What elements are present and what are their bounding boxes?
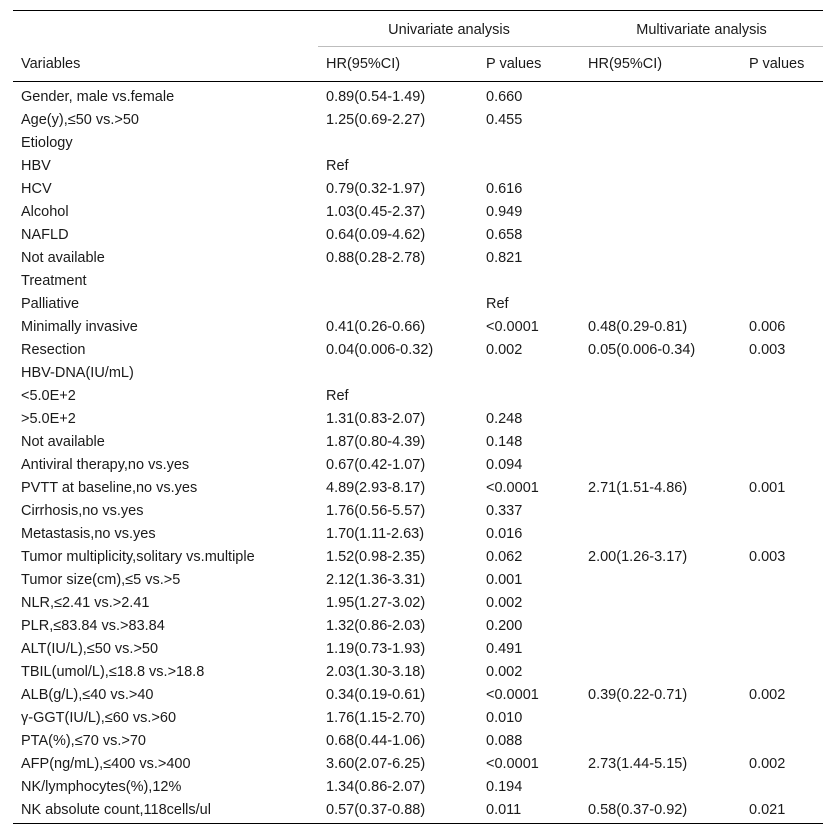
cell-hr-univariate: [318, 131, 478, 154]
cell-hr-multivariate: 0.58(0.37-0.92): [588, 801, 688, 818]
cell-hr-univariate: [318, 292, 478, 315]
cell-hr-multivariate: [580, 177, 741, 200]
cell-variable: Age(y),≤50 vs.>50: [21, 111, 139, 128]
cell-p-univariate: 0.062: [486, 548, 523, 565]
table-row: [13, 131, 823, 154]
cell-p-multivariate: 0.003: [749, 548, 786, 565]
cell-p-multivariate: [741, 384, 823, 407]
table-row: [13, 430, 823, 453]
cell-hr-univariate: 0.04(0.006-0.32): [326, 341, 434, 358]
cell-hr-multivariate: [580, 430, 741, 453]
header-p-univariate: P values: [478, 47, 580, 82]
cell-p-univariate: 0.658: [486, 226, 523, 243]
cell-p-multivariate: 0.002: [749, 686, 786, 703]
cell-hr-multivariate: [580, 706, 741, 729]
cell-p-multivariate: [741, 292, 823, 315]
cell-hr-univariate: Ref: [326, 387, 349, 404]
cell-variable: Gender, male vs.female: [21, 88, 175, 105]
cell-p-univariate: 0.616: [486, 180, 523, 197]
cell-p-multivariate: [741, 522, 823, 545]
cell-p-multivariate: [741, 131, 823, 154]
cell-p-univariate: 0.094: [486, 456, 523, 473]
table-body: [13, 82, 823, 824]
cell-hr-univariate: [318, 361, 478, 384]
table-row: [13, 223, 823, 246]
table-row: [13, 338, 823, 361]
results-table-container: [13, 10, 823, 824]
cell-p-univariate: 0.002: [486, 663, 523, 680]
cell-variable: Not available: [21, 433, 105, 450]
cell-p-univariate: 0.337: [486, 502, 523, 519]
cell-variable: Antiviral therapy,no vs.yes: [21, 456, 190, 473]
cell-p-univariate: 0.088: [486, 732, 523, 749]
cell-p-multivariate: 0.001: [749, 479, 786, 496]
cell-hr-multivariate: 2.73(1.44-5.15): [588, 755, 688, 772]
table-row: [13, 545, 823, 568]
cell-p-univariate: 0.011: [486, 801, 522, 818]
cell-p-multivariate: [741, 200, 823, 223]
cell-p-univariate: [478, 131, 580, 154]
cell-variable: HBV: [21, 157, 51, 174]
table-row: [13, 361, 823, 384]
header-univariate-analysis: Univariate analysis: [388, 22, 510, 38]
cell-p-multivariate: 0.006: [749, 318, 786, 335]
table-row: [13, 269, 823, 292]
cell-p-univariate: <0.0001: [486, 318, 539, 335]
cell-variable: <5.0E+2: [21, 387, 76, 404]
cell-hr-multivariate: 0.39(0.22-0.71): [588, 686, 688, 703]
cell-p-multivariate: [741, 246, 823, 269]
table-row: [13, 108, 823, 131]
cell-p-univariate: 0.821: [486, 249, 523, 266]
cell-p-multivariate: [741, 499, 823, 522]
cell-hr-univariate: 1.76(1.15-2.70): [326, 709, 426, 726]
header-hr-univariate: HR(95%CI): [318, 47, 478, 82]
header-group-row: [13, 11, 823, 47]
header-hr-multivariate: HR(95%CI): [580, 47, 741, 82]
cell-hr-multivariate: [580, 775, 741, 798]
cox-regression-table: [13, 10, 823, 824]
cell-p-multivariate: 0.002: [749, 755, 786, 772]
cell-p-multivariate: [741, 154, 823, 177]
cell-hr-univariate: 2.03(1.30-3.18): [326, 663, 426, 680]
header-variables: Variables: [21, 55, 81, 72]
cell-hr-univariate: 2.12(1.36-3.31): [326, 571, 426, 588]
cell-p-univariate: <0.0001: [486, 686, 539, 703]
cell-variable: ALT(IU/L),≤50 vs.>50: [21, 640, 159, 657]
cell-hr-univariate: 1.52(0.98-2.35): [326, 548, 426, 565]
table-row: [13, 798, 823, 824]
cell-variable: Tumor multiplicity,solitary vs.multiple: [21, 548, 255, 565]
table-row: [13, 706, 823, 729]
cell-hr-univariate: 1.95(1.27-3.02): [326, 594, 426, 611]
cell-hr-univariate: 1.19(0.73-1.93): [326, 640, 426, 657]
cell-variable: Alcohol: [21, 203, 69, 220]
cell-p-univariate: 0.148: [486, 433, 523, 450]
cell-variable: Minimally invasive: [21, 318, 138, 335]
cell-hr-multivariate: [580, 131, 741, 154]
cell-p-multivariate: [741, 637, 823, 660]
cell-p-univariate: 0.194: [486, 778, 523, 795]
cell-hr-univariate: 1.32(0.86-2.03): [326, 617, 426, 634]
cell-hr-multivariate: [580, 361, 741, 384]
table-header: [13, 11, 823, 82]
cell-hr-univariate: 1.87(0.80-4.39): [326, 433, 426, 450]
table-row: [13, 637, 823, 660]
header-multivariate-analysis: Multivariate analysis: [636, 22, 767, 38]
cell-variable: >5.0E+2: [21, 410, 76, 427]
cell-hr-multivariate: [580, 154, 741, 177]
cell-variable: NK/lymphocytes(%),12%: [21, 778, 182, 795]
cell-p-multivariate: [741, 407, 823, 430]
cell-p-multivariate: 0.021: [749, 801, 786, 818]
cell-hr-univariate: 4.89(2.93-8.17): [326, 479, 426, 496]
cell-p-multivariate: [741, 614, 823, 637]
cell-hr-multivariate: [580, 453, 741, 476]
cell-p-multivariate: [741, 82, 823, 109]
cell-hr-univariate: 0.64(0.09-4.62): [326, 226, 426, 243]
cell-p-univariate: <0.0001: [486, 479, 539, 496]
table-row: [13, 568, 823, 591]
cell-variable: Resection: [21, 341, 86, 358]
cell-variable: HCV: [21, 180, 52, 197]
table-row: [13, 246, 823, 269]
cell-p-multivariate: [741, 591, 823, 614]
cell-hr-univariate: Ref: [326, 157, 349, 174]
table-row: [13, 292, 823, 315]
cell-variable: Treatment: [21, 272, 87, 289]
cell-hr-univariate: 1.31(0.83-2.07): [326, 410, 426, 427]
cell-hr-univariate: 0.68(0.44-1.06): [326, 732, 426, 749]
cell-hr-multivariate: [580, 522, 741, 545]
cell-hr-multivariate: 2.71(1.51-4.86): [588, 479, 688, 496]
cell-hr-multivariate: [580, 108, 741, 131]
cell-p-multivariate: [741, 108, 823, 131]
header-empty-cell: [13, 11, 318, 47]
cell-p-univariate: 0.002: [486, 594, 523, 611]
cell-variable: Etiology: [21, 134, 73, 151]
cell-p-multivariate: [741, 223, 823, 246]
cell-variable: HBV-DNA(IU/mL): [21, 364, 134, 381]
cell-hr-multivariate: [580, 660, 741, 683]
table-row: [13, 384, 823, 407]
cell-p-univariate: [478, 269, 580, 292]
cell-hr-multivariate: 0.48(0.29-0.81): [588, 318, 688, 335]
cell-hr-multivariate: [580, 499, 741, 522]
cell-variable: AFP(ng/mL),≤400 vs.>400: [21, 755, 191, 772]
cell-p-multivariate: [741, 775, 823, 798]
cell-p-multivariate: [741, 729, 823, 752]
cell-hr-univariate: 1.34(0.86-2.07): [326, 778, 426, 795]
cell-hr-multivariate: [580, 82, 741, 109]
table-row: [13, 82, 823, 109]
cell-hr-multivariate: [580, 246, 741, 269]
cell-hr-univariate: 0.57(0.37-0.88): [326, 801, 426, 818]
table-row: [13, 499, 823, 522]
cell-hr-univariate: 3.60(2.07-6.25): [326, 755, 426, 772]
cell-p-univariate: Ref: [486, 295, 509, 312]
cell-p-multivariate: [741, 269, 823, 292]
cell-hr-multivariate: [580, 384, 741, 407]
cell-p-univariate: 0.016: [486, 525, 523, 542]
cell-variable: Palliative: [21, 295, 80, 312]
table-row: [13, 591, 823, 614]
cell-hr-univariate: 0.79(0.32-1.97): [326, 180, 426, 197]
cell-variable: Metastasis,no vs.yes: [21, 525, 156, 542]
header-column-row: [13, 47, 823, 82]
table-row: [13, 683, 823, 706]
cell-hr-multivariate: [580, 591, 741, 614]
cell-p-univariate: 0.949: [486, 203, 523, 220]
cell-hr-multivariate: 2.00(1.26-3.17): [588, 548, 688, 565]
cell-hr-multivariate: [580, 637, 741, 660]
cell-hr-univariate: 0.34(0.19-0.61): [326, 686, 426, 703]
cell-p-univariate: 0.200: [486, 617, 523, 634]
cell-hr-multivariate: [580, 407, 741, 430]
cell-variable: ALB(g/L),≤40 vs.>40: [21, 686, 154, 703]
cell-hr-multivariate: [580, 223, 741, 246]
cell-p-univariate: 0.248: [486, 410, 523, 427]
cell-hr-univariate: 0.89(0.54-1.49): [326, 88, 426, 105]
cell-hr-multivariate: [580, 269, 741, 292]
cell-p-multivariate: [741, 568, 823, 591]
cell-p-univariate: 0.455: [486, 111, 523, 128]
cell-hr-multivariate: [580, 292, 741, 315]
table-row: [13, 476, 823, 499]
cell-variable: TBIL(umol/L),≤18.8 vs.>18.8: [21, 663, 205, 680]
cell-p-univariate: 0.010: [486, 709, 523, 726]
cell-variable: NAFLD: [21, 226, 69, 243]
cell-p-multivariate: [741, 706, 823, 729]
cell-variable: PLR,≤83.84 vs.>83.84: [21, 617, 165, 634]
table-row: [13, 614, 823, 637]
cell-p-multivariate: [741, 361, 823, 384]
cell-p-multivariate: 0.003: [749, 341, 786, 358]
cell-p-multivariate: [741, 453, 823, 476]
cell-p-univariate: <0.0001: [486, 755, 539, 772]
cell-p-univariate: [478, 361, 580, 384]
cell-variable: PVTT at baseline,no vs.yes: [21, 479, 198, 496]
cell-p-univariate: 0.491: [486, 640, 523, 657]
cell-p-multivariate: [741, 430, 823, 453]
cell-variable: PTA(%),≤70 vs.>70: [21, 732, 146, 749]
cell-hr-multivariate: [580, 729, 741, 752]
cell-variable: γ-GGT(IU/L),≤60 vs.>60: [21, 709, 177, 726]
cell-p-univariate: [478, 154, 580, 177]
cell-hr-multivariate: [580, 568, 741, 591]
cell-hr-univariate: 1.03(0.45-2.37): [326, 203, 426, 220]
table-row: [13, 775, 823, 798]
table-row: [13, 453, 823, 476]
table-row: [13, 154, 823, 177]
cell-p-univariate: 0.001: [486, 571, 523, 588]
cell-variable: NK absolute count,118cells/ul: [21, 801, 211, 818]
cell-p-univariate: 0.002: [486, 341, 523, 358]
header-p-multivariate: P values: [741, 47, 823, 82]
cell-hr-multivariate: [580, 614, 741, 637]
table-row: [13, 660, 823, 683]
cell-p-multivariate: [741, 177, 823, 200]
cell-variable: Cirrhosis,no vs.yes: [21, 502, 144, 519]
cell-p-univariate: 0.660: [486, 88, 523, 105]
cell-hr-univariate: 0.67(0.42-1.07): [326, 456, 426, 473]
cell-hr-multivariate: 0.05(0.006-0.34): [588, 341, 696, 358]
table-row: [13, 200, 823, 223]
cell-hr-univariate: 0.41(0.26-0.66): [326, 318, 426, 335]
cell-variable: Tumor size(cm),≤5 vs.>5: [21, 571, 181, 588]
table-row: [13, 522, 823, 545]
table-row: [13, 729, 823, 752]
table-row: [13, 315, 823, 338]
cell-hr-univariate: [318, 269, 478, 292]
cell-hr-univariate: 0.88(0.28-2.78): [326, 249, 426, 266]
cell-hr-univariate: 1.70(1.11-2.63): [326, 525, 425, 542]
cell-hr-univariate: 1.76(0.56-5.57): [326, 502, 426, 519]
cell-p-univariate: [478, 384, 580, 407]
cell-variable: Not available: [21, 249, 105, 266]
cell-hr-univariate: 1.25(0.69-2.27): [326, 111, 426, 128]
cell-hr-multivariate: [580, 200, 741, 223]
table-row: [13, 407, 823, 430]
table-row: [13, 177, 823, 200]
table-row: [13, 752, 823, 775]
cell-variable: NLR,≤2.41 vs.>2.41: [21, 594, 150, 611]
cell-p-multivariate: [741, 660, 823, 683]
